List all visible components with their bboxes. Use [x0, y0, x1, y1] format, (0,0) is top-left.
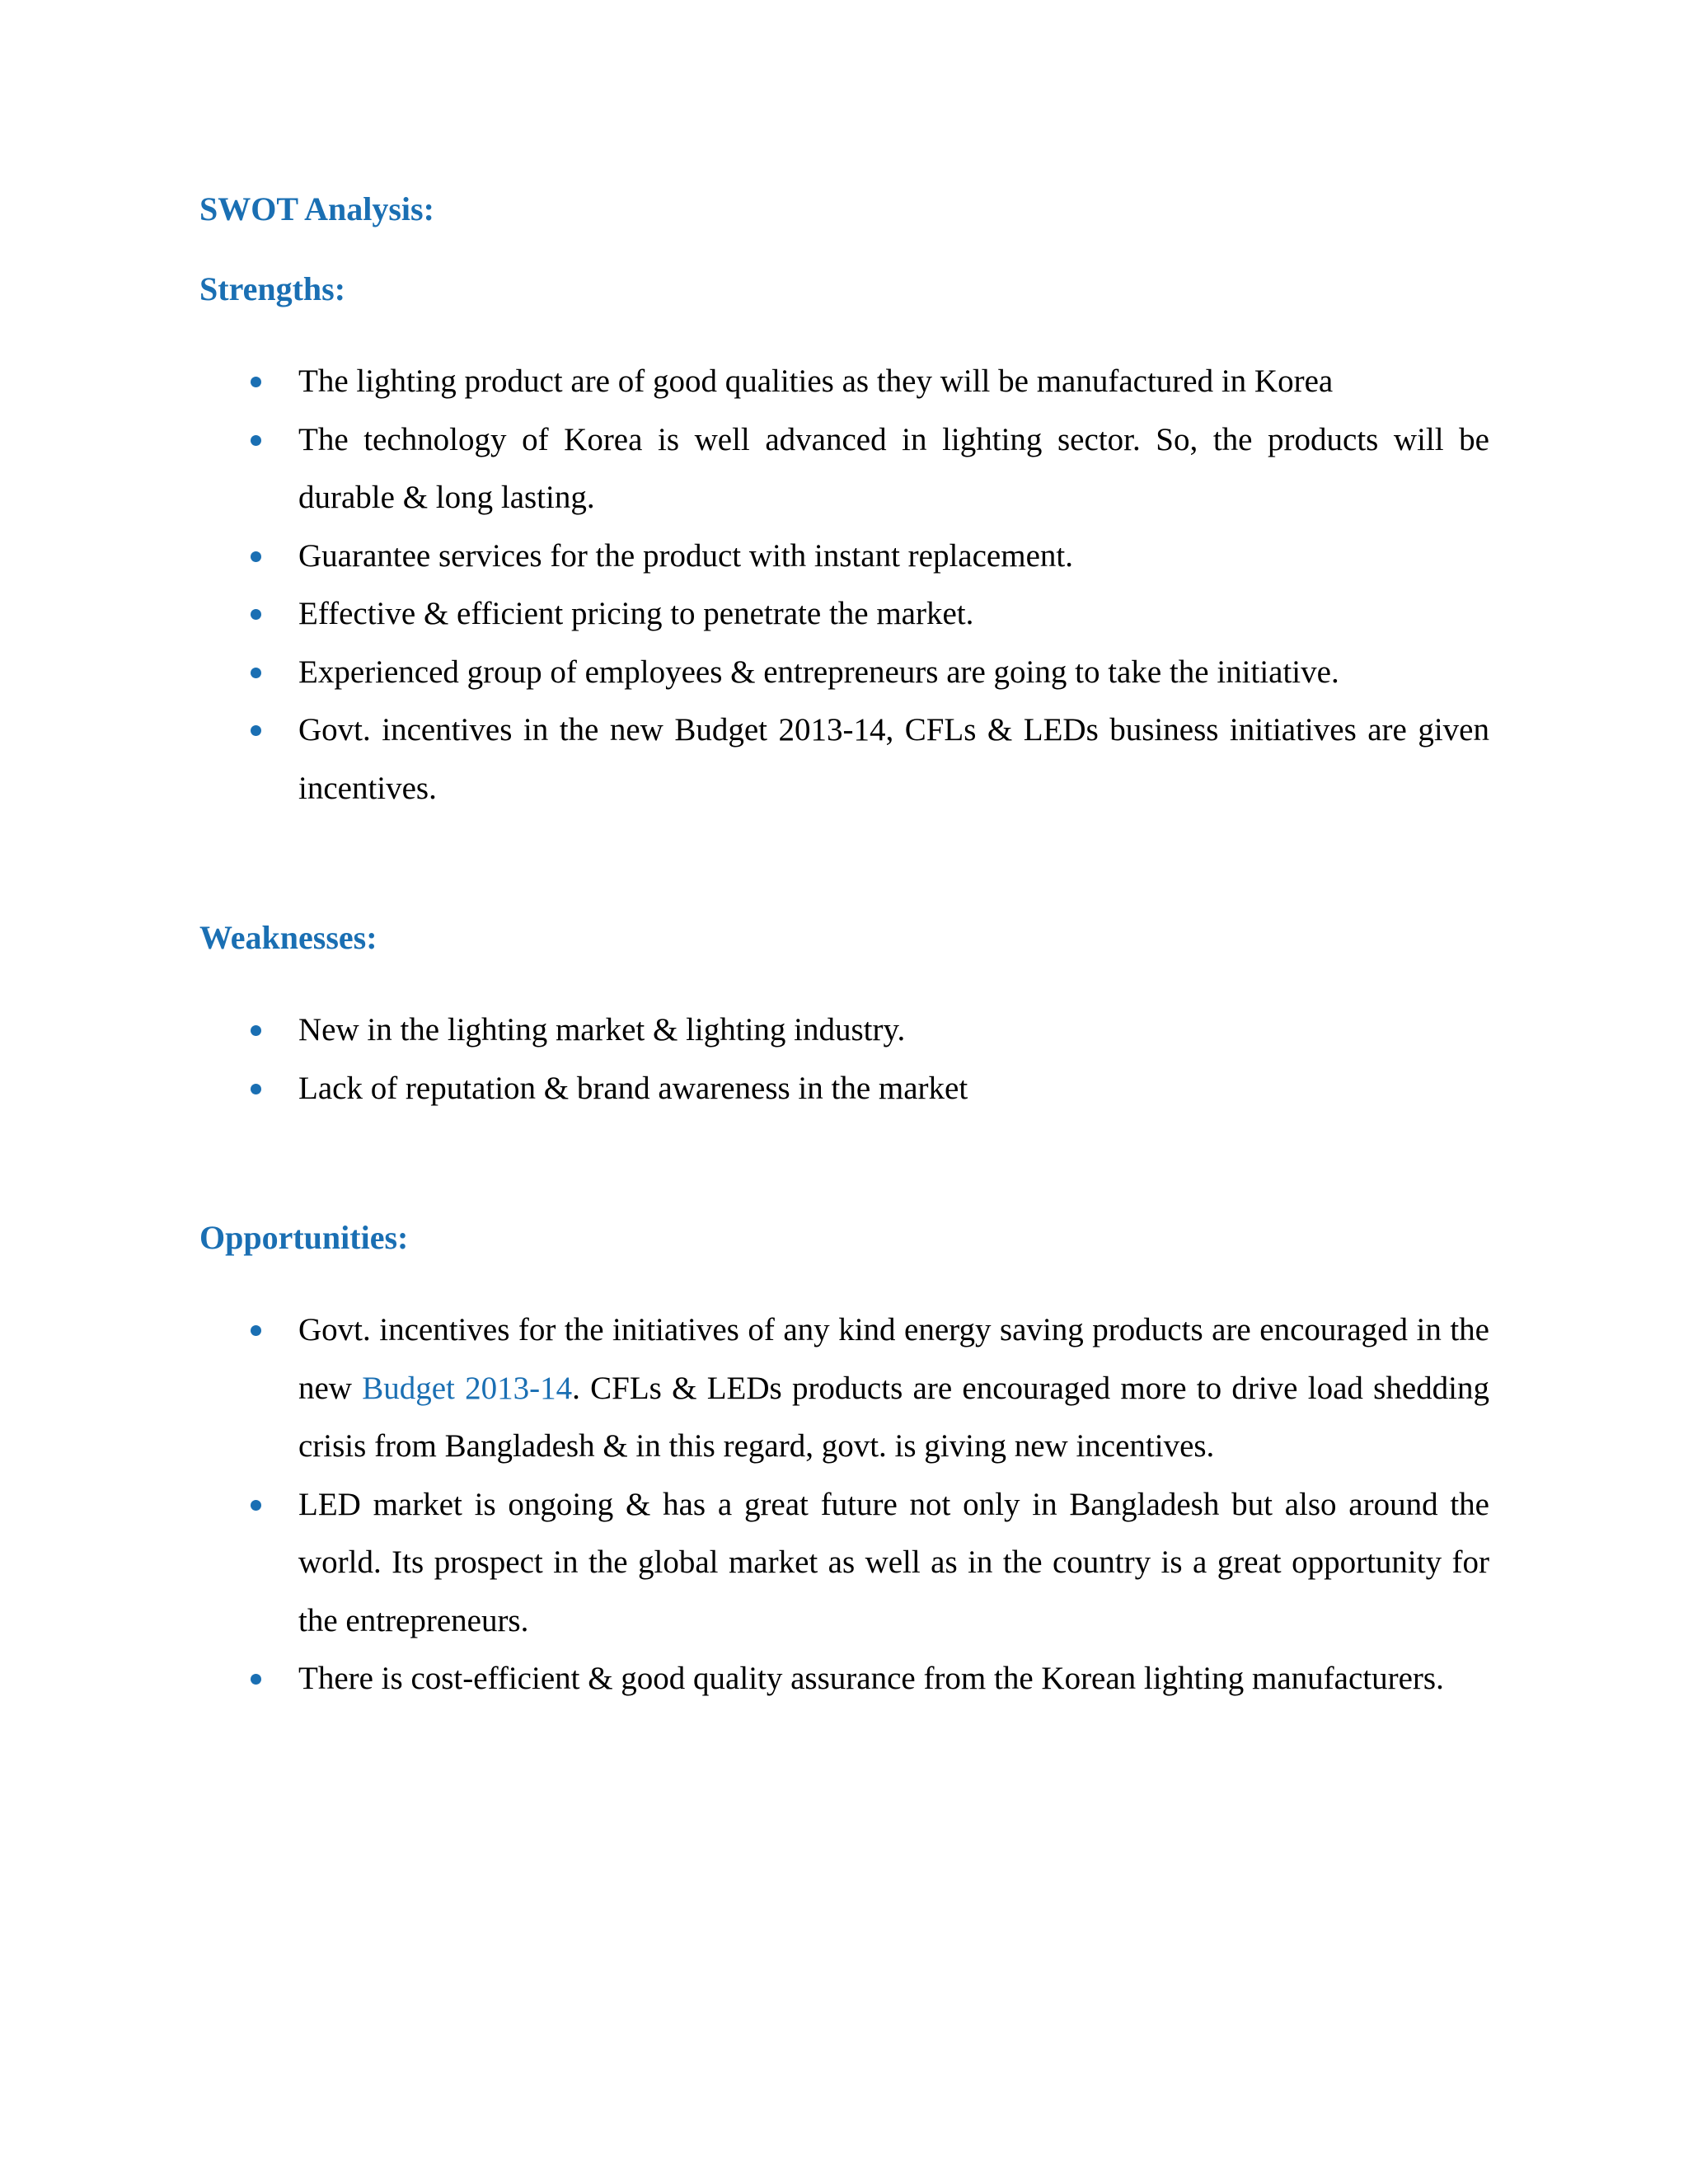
list-item [199, 585, 1489, 644]
list-item [199, 353, 1489, 411]
list-item-text: Govt. incentives in the new Budget 2013-14, CFLs & LEDs business initiatives are given incentives. [298, 712, 1489, 806]
list-item-text: Experienced group of employees & entrepreneurs are going to take the initiative. [298, 654, 1339, 690]
bullet-icon [251, 377, 261, 387]
list-item-text: New in the lighting market & lighting industry. [298, 1012, 906, 1047]
weaknesses-heading: Weaknesses: [199, 919, 377, 956]
list-item-text: LED market is ongoing & has a great future not only in Bangladesh but also around the world. Its prospect in the global market as well as in the country is a great opportunity for the entrepreneurs. [298, 1486, 1489, 1638]
list-item [199, 1001, 1489, 1060]
bullet-icon [251, 1025, 261, 1036]
page-title: SWOT Analysis: [199, 190, 434, 227]
bullet-icon [251, 1084, 261, 1094]
bullet-icon [251, 1325, 261, 1336]
list-item-text: Effective & efficient pricing to penetrate the market. [298, 596, 974, 631]
list-item [199, 644, 1489, 702]
list-item [199, 1650, 1489, 1708]
bullet-icon [251, 668, 261, 678]
bullet-icon [251, 1674, 261, 1685]
list-item-text: The lighting product are of good qualities as they will be manufactured in Korea [298, 363, 1334, 399]
document-page [199, 190, 1489, 1708]
opportunities-list [199, 1301, 1489, 1708]
bullet-icon [251, 609, 261, 620]
bullet-icon [251, 725, 261, 736]
list-item-text: Lack of reputation & brand awareness in the market [298, 1070, 968, 1106]
list-item-text: There is cost-efficient & good quality assurance from the Korean lighting manufacturers. [298, 1661, 1444, 1696]
weaknesses-list [199, 1001, 1489, 1118]
list-item [199, 411, 1489, 527]
list-item [199, 1476, 1489, 1651]
list-item [199, 527, 1489, 586]
list-item [199, 1060, 1489, 1118]
bullet-icon [251, 1500, 261, 1511]
list-item [199, 1301, 1489, 1476]
list-item-text-after-link: . CFLs & LEDs products are encouraged more to drive load shedding crisis from Bangladesh & in this regard, govt. is giving new incentives. [298, 1370, 1489, 1464]
list-item-text: Guarantee services for the product with instant replacement. [298, 537, 1073, 574]
list-item [199, 701, 1489, 818]
bullet-icon [251, 551, 261, 562]
opportunities-heading: Opportunities: [199, 1219, 409, 1256]
strengths-list [199, 353, 1489, 818]
list-item-text: The technology of Korea is well advanced in lighting sector. So, the products will be durable & long lasting. [298, 421, 1489, 515]
budget-link[interactable]: Budget 2013-14 [362, 1370, 573, 1406]
bullet-icon [251, 435, 261, 446]
strengths-heading: Strengths: [199, 270, 346, 307]
list-item-text-before-link: Govt. incentives for the initiatives of any kind energy saving products are encouraged in the new [298, 1312, 1489, 1406]
